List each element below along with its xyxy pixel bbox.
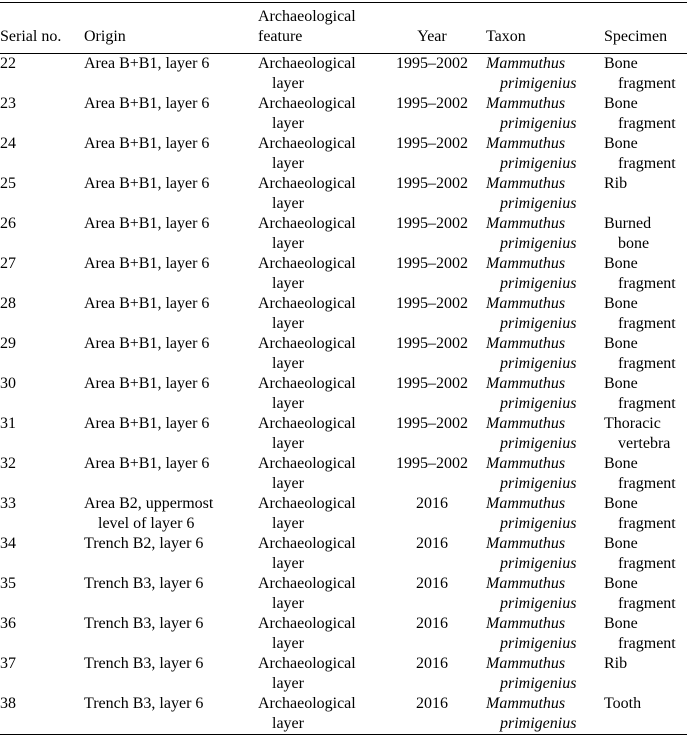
cell-specimen-line2: fragment [618,555,676,572]
cell-origin [84,214,258,254]
cell-specimen-line1: Bone [604,575,638,592]
table-row [0,214,687,254]
cell-specimen-line2: fragment [618,315,676,332]
cell-year [378,614,486,654]
cell-year-line1: 1995–2002 [396,55,468,72]
cell-serial-line1: 28 [0,295,16,312]
cell-feature-line1: Archaeological [258,135,356,152]
cell-year [378,574,486,614]
cell-taxon [486,334,604,374]
cell-origin [84,694,258,735]
cell-specimen [604,614,687,654]
cell-year-line1: 1995–2002 [396,135,468,152]
cell-origin [84,374,258,414]
cell-taxon-line2: primigenius [500,515,577,532]
cell-specimen-line2: fragment [618,515,676,532]
cell-taxon-line1: Mammuthus [486,175,566,192]
cell-specimen [604,414,687,454]
cell-taxon-line2: primigenius [500,435,577,452]
cell-taxon-line2: primigenius [500,155,577,172]
cell-taxon-line2: primigenius [500,115,577,132]
cell-year [378,134,486,174]
cell-taxon-line1: Mammuthus [486,95,566,112]
cell-specimen [604,94,687,134]
cell-taxon-line2: primigenius [500,355,577,372]
cell-specimen-line1: Bone [604,455,638,472]
cell-year-line1: 1995–2002 [396,295,468,312]
cell-origin-line1: Trench B3, layer 6 [84,655,204,672]
cell-serial [0,694,84,735]
cell-taxon-line2: primigenius [500,275,577,292]
cell-year [378,374,486,414]
cell-feature-line1: Archaeological [258,295,356,312]
table-row [0,694,687,735]
cell-origin-line1: Area B+B1, layer 6 [84,415,210,432]
cell-year [378,94,486,134]
cell-specimen-line2: fragment [618,635,676,652]
table-row [0,534,687,574]
cell-feature-line1: Archaeological [258,655,356,672]
cell-serial [0,54,84,95]
cell-taxon-line2: primigenius [500,715,577,732]
cell-taxon-line1: Mammuthus [486,135,566,152]
cell-serial-line1: 27 [0,255,16,272]
header-feature-line2: feature [258,28,303,45]
cell-origin [84,294,258,334]
cell-specimen-line2: fragment [618,595,676,612]
cell-year [378,694,486,735]
cell-feature [258,414,378,454]
cell-serial [0,614,84,654]
cell-feature-line1: Archaeological [258,495,356,512]
cell-feature-line2: layer [272,195,304,212]
cell-taxon-line2: primigenius [500,475,577,492]
cell-specimen-line1: Bone [604,535,638,552]
cell-serial-line1: 35 [0,575,16,592]
cell-year-line1: 1995–2002 [396,95,468,112]
cell-taxon [486,134,604,174]
cell-feature-line1: Archaeological [258,695,356,712]
table-row [0,174,687,214]
cell-feature-line2: layer [272,155,304,172]
cell-taxon [486,494,604,534]
table-row [0,614,687,654]
cell-feature [258,374,378,414]
cell-year [378,254,486,294]
cell-year-line1: 1995–2002 [396,215,468,232]
cell-origin-line1: Area B+B1, layer 6 [84,215,210,232]
cell-specimen-line2: fragment [618,155,676,172]
cell-specimen [604,574,687,614]
cell-taxon-line1: Mammuthus [486,295,566,312]
cell-specimen-line2: fragment [618,395,676,412]
cell-year-line1: 2016 [416,495,448,512]
cell-taxon-line1: Mammuthus [486,255,566,272]
header-specimen: Specimen [604,28,668,45]
cell-year [378,214,486,254]
cell-origin-line2: level of layer 6 [98,515,195,532]
cell-year-line1: 1995–2002 [396,335,468,352]
cell-feature-line1: Archaeological [258,335,356,352]
cell-feature [258,454,378,494]
cell-taxon [486,54,604,95]
cell-origin [84,174,258,214]
cell-serial [0,414,84,454]
cell-specimen-line1: Tooth [604,695,642,712]
cell-origin [84,574,258,614]
cell-origin-line1: Area B+B1, layer 6 [84,95,210,112]
cell-feature-line1: Archaeological [258,455,356,472]
cell-serial-line1: 22 [0,55,16,72]
cell-origin-line1: Area B+B1, layer 6 [84,55,210,72]
cell-year-line1: 1995–2002 [396,255,468,272]
cell-feature-line2: layer [272,75,304,92]
cell-specimen [604,134,687,174]
cell-origin [84,534,258,574]
cell-specimen [604,494,687,534]
table-row [0,414,687,454]
cell-serial [0,174,84,214]
cell-taxon-line1: Mammuthus [486,215,566,232]
cell-specimen-line2: fragment [618,275,676,292]
cell-feature [258,54,378,95]
cell-feature [258,134,378,174]
cell-feature-line1: Archaeological [258,615,356,632]
cell-serial-line1: 25 [0,175,16,192]
cell-feature [258,334,378,374]
cell-feature [258,254,378,294]
cell-serial [0,574,84,614]
cell-serial [0,94,84,134]
cell-taxon-line1: Mammuthus [486,375,566,392]
cell-serial-line1: 36 [0,615,16,632]
cell-origin [84,94,258,134]
cell-serial [0,454,84,494]
header-origin: Origin [84,28,126,45]
table-row [0,134,687,174]
cell-year-line1: 2016 [416,535,448,552]
cell-serial [0,134,84,174]
cell-feature [258,694,378,735]
cell-origin [84,414,258,454]
cell-taxon-line1: Mammuthus [486,535,566,552]
table-row [0,94,687,134]
cell-serial [0,334,84,374]
cell-taxon-line1: Mammuthus [486,615,566,632]
cell-specimen-line1: Bone [604,95,638,112]
cell-serial-line1: 33 [0,495,16,512]
cell-specimen-line1: Bone [604,615,638,632]
cell-taxon-line2: primigenius [500,235,577,252]
cell-feature [258,654,378,694]
cell-feature-line2: layer [272,395,304,412]
cell-origin-line1: Area B+B1, layer 6 [84,135,210,152]
table-row [0,574,687,614]
cell-origin-line1: Area B+B1, layer 6 [84,175,210,192]
cell-feature-line1: Archaeological [258,255,356,272]
cell-serial-line1: 34 [0,535,16,552]
cell-specimen-line2: vertebra [618,435,671,452]
cell-feature-line2: layer [272,595,304,612]
cell-serial-line1: 31 [0,415,16,432]
cell-year [378,454,486,494]
cell-feature-line1: Archaeological [258,215,356,232]
cell-serial-line1: 37 [0,655,16,672]
cell-taxon-line1: Mammuthus [486,575,566,592]
cell-serial-line1: 32 [0,455,16,472]
cell-feature-line2: layer [272,435,304,452]
header-feature [258,3,378,54]
cell-taxon [486,574,604,614]
cell-feature-line1: Archaeological [258,375,356,392]
cell-serial [0,654,84,694]
table-row [0,374,687,414]
cell-year-line1: 2016 [416,615,448,632]
cell-taxon [486,254,604,294]
cell-specimen [604,374,687,414]
cell-feature-line2: layer [272,675,304,692]
cell-origin-line1: Trench B2, layer 6 [84,535,204,552]
cell-taxon [486,94,604,134]
cell-taxon-line1: Mammuthus [486,335,566,352]
cell-taxon-line2: primigenius [500,635,577,652]
cell-taxon-line1: Mammuthus [486,415,566,432]
cell-origin [84,254,258,294]
cell-year [378,174,486,214]
cell-serial-line1: 38 [0,695,16,712]
cell-taxon [486,654,604,694]
cell-feature-line2: layer [272,235,304,252]
cell-taxon [486,174,604,214]
cell-specimen-line1: Bone [604,255,638,272]
cell-specimen [604,54,687,95]
cell-specimen [604,214,687,254]
cell-feature-line2: layer [272,515,304,532]
cell-taxon-line2: primigenius [500,555,577,572]
cell-specimen-line1: Bone [604,495,638,512]
cell-specimen-line1: Bone [604,135,638,152]
cell-specimen [604,334,687,374]
cell-year [378,654,486,694]
cell-feature-line1: Archaeological [258,95,356,112]
cell-origin-line1: Trench B3, layer 6 [84,575,204,592]
cell-feature-line2: layer [272,315,304,332]
cell-specimen-line1: Bone [604,335,638,352]
cell-taxon-line2: primigenius [500,675,577,692]
cell-specimen [604,294,687,334]
table-header-row [0,3,687,54]
table-row [0,334,687,374]
cell-taxon [486,214,604,254]
cell-taxon-line1: Mammuthus [486,495,566,512]
table-body [0,54,687,735]
cell-origin [84,614,258,654]
cell-taxon [486,614,604,654]
cell-specimen-line2: fragment [618,475,676,492]
cell-taxon-line1: Mammuthus [486,695,566,712]
cell-serial-line1: 24 [0,135,16,152]
cell-taxon-line2: primigenius [500,595,577,612]
header-year: Year [417,28,447,45]
cell-specimen-line2: fragment [618,355,676,372]
cell-taxon [486,414,604,454]
cell-origin-line1: Area B+B1, layer 6 [84,455,210,472]
cell-specimen-line1: Bone [604,375,638,392]
cell-feature [258,614,378,654]
cell-serial [0,254,84,294]
specimen-table [0,2,687,735]
cell-serial-line1: 23 [0,95,16,112]
cell-specimen-line2: bone [618,235,650,252]
cell-serial [0,374,84,414]
cell-specimen [604,694,687,735]
cell-taxon-line1: Mammuthus [486,55,566,72]
cell-taxon [486,454,604,494]
cell-feature-line2: layer [272,715,304,732]
table-row [0,654,687,694]
cell-taxon-line2: primigenius [500,395,577,412]
cell-feature [258,294,378,334]
cell-serial-line1: 29 [0,335,16,352]
cell-taxon-line2: primigenius [500,315,577,332]
cell-specimen-line1: Rib [604,655,628,672]
cell-feature [258,94,378,134]
cell-specimen-line1: Burned [604,215,652,232]
cell-feature [258,494,378,534]
cell-feature-line2: layer [272,555,304,572]
cell-specimen-line1: Thoracic [604,415,661,432]
cell-taxon-line1: Mammuthus [486,655,566,672]
cell-year [378,334,486,374]
cell-feature [258,174,378,214]
table-row [0,54,687,95]
table-row [0,454,687,494]
cell-specimen-line2: fragment [618,115,676,132]
cell-serial-line1: 30 [0,375,16,392]
cell-feature [258,534,378,574]
cell-year [378,54,486,95]
cell-serial [0,214,84,254]
cell-origin [84,494,258,534]
cell-origin [84,654,258,694]
cell-year [378,294,486,334]
cell-origin-line1: Trench B3, layer 6 [84,615,204,632]
cell-taxon-line2: primigenius [500,75,577,92]
cell-specimen [604,174,687,214]
cell-feature [258,214,378,254]
cell-origin-line1: Area B+B1, layer 6 [84,375,210,392]
cell-specimen [604,654,687,694]
cell-serial [0,534,84,574]
header-feature-line1: Archaeological [258,8,356,25]
cell-specimen-line1: Rib [604,175,628,192]
cell-serial [0,294,84,334]
cell-year-line1: 2016 [416,575,448,592]
cell-feature-line1: Archaeological [258,535,356,552]
cell-specimen [604,454,687,494]
cell-taxon [486,694,604,735]
cell-year [378,534,486,574]
cell-year-line1: 1995–2002 [396,415,468,432]
cell-taxon [486,294,604,334]
cell-feature-line1: Archaeological [258,175,356,192]
cell-feature-line1: Archaeological [258,575,356,592]
cell-year-line1: 1995–2002 [396,375,468,392]
cell-taxon [486,534,604,574]
cell-origin [84,334,258,374]
cell-year-line1: 1995–2002 [396,455,468,472]
cell-specimen [604,534,687,574]
cell-feature-line2: layer [272,475,304,492]
cell-origin-line1: Area B+B1, layer 6 [84,335,210,352]
cell-serial-line1: 26 [0,215,16,232]
cell-specimen-line1: Bone [604,295,638,312]
cell-taxon [486,374,604,414]
cell-feature-line2: layer [272,275,304,292]
cell-origin-line1: Area B+B1, layer 6 [84,295,210,312]
cell-specimen [604,254,687,294]
cell-year-line1: 2016 [416,655,448,672]
cell-year [378,414,486,454]
cell-feature-line2: layer [272,635,304,652]
cell-specimen-line2: fragment [618,75,676,92]
cell-origin-line1: Area B2, uppermost [84,495,214,512]
cell-feature-line1: Archaeological [258,415,356,432]
cell-serial [0,494,84,534]
cell-origin-line1: Area B+B1, layer 6 [84,255,210,272]
header-serial: Serial no. [0,28,62,45]
header-taxon: Taxon [486,28,526,45]
cell-origin-line1: Trench B3, layer 6 [84,695,204,712]
cell-feature-line2: layer [272,115,304,132]
cell-taxon-line1: Mammuthus [486,455,566,472]
cell-origin [84,454,258,494]
cell-taxon-line2: primigenius [500,195,577,212]
cell-year [378,494,486,534]
cell-origin [84,134,258,174]
cell-specimen-line1: Bone [604,55,638,72]
cell-feature-line2: layer [272,355,304,372]
table-row [0,254,687,294]
cell-year-line1: 2016 [416,695,448,712]
cell-feature [258,574,378,614]
cell-year-line1: 1995–2002 [396,175,468,192]
cell-origin [84,54,258,95]
table-row [0,294,687,334]
table-row [0,494,687,534]
cell-feature-line1: Archaeological [258,55,356,72]
